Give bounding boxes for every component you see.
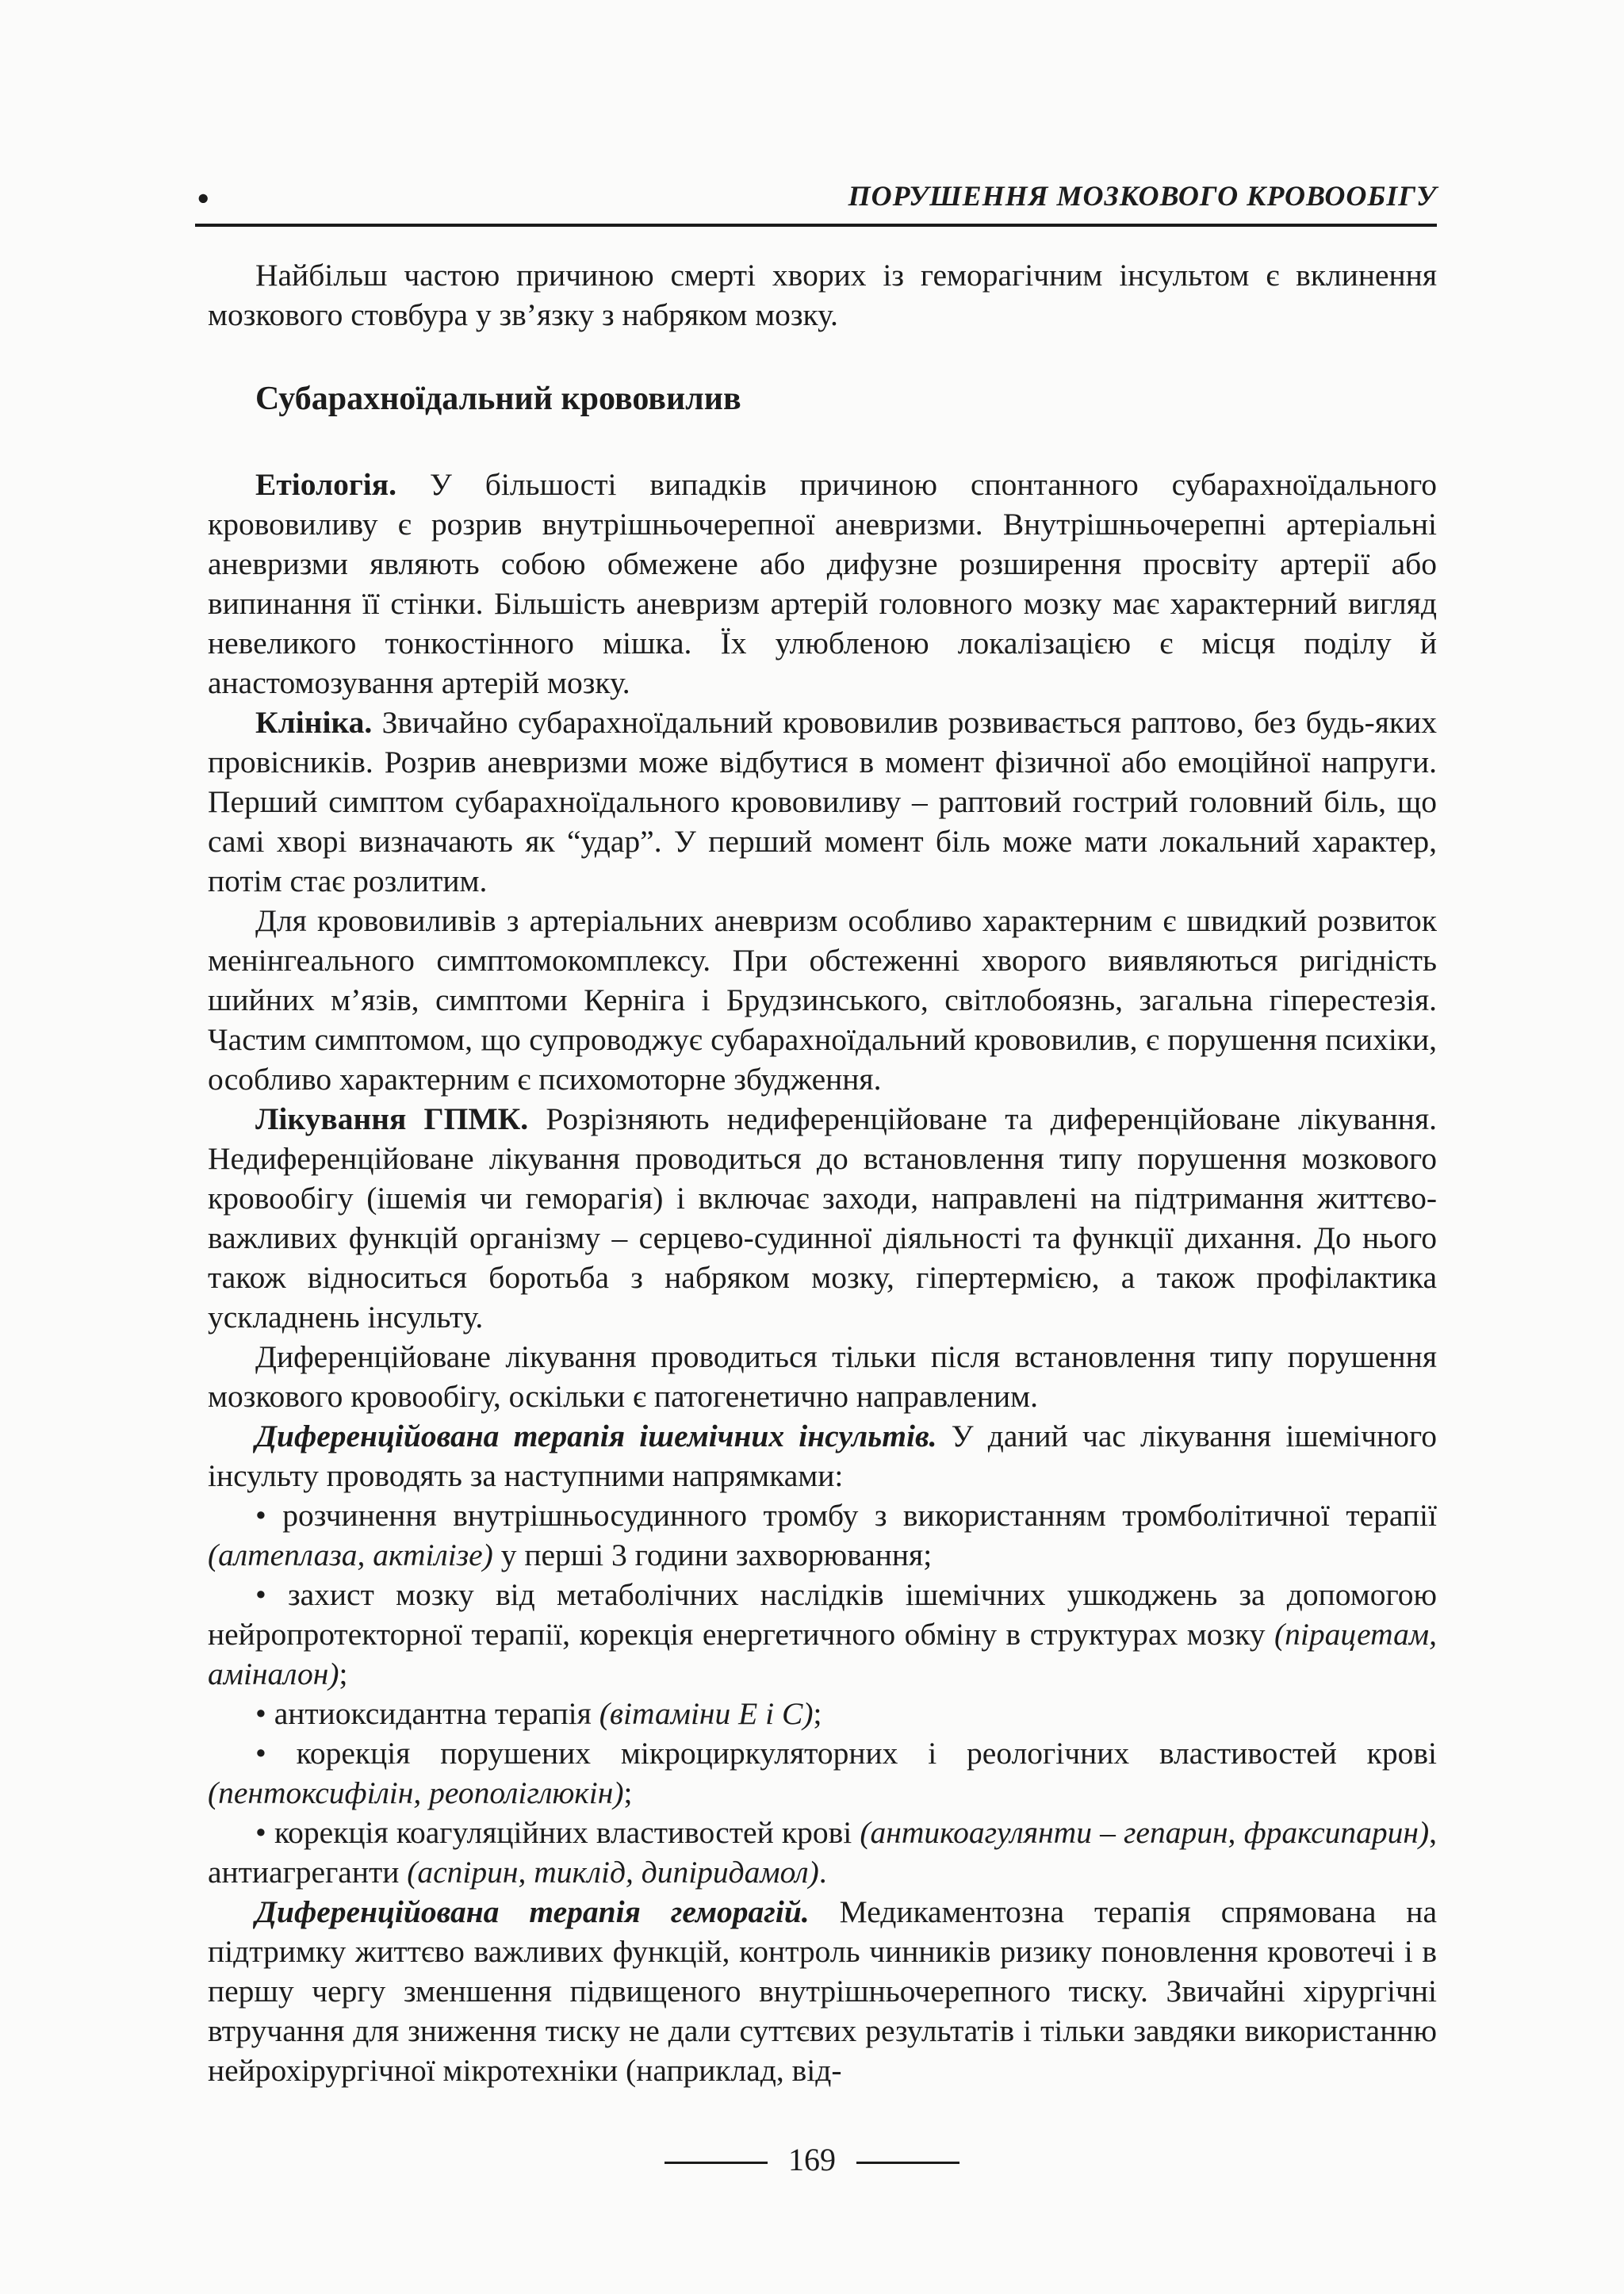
list-item bbox=[208, 1575, 1437, 1694]
bullet2-text: • захист мозку від метаболічних наслідків ішемічних ушкоджень за допомогою нейропротекторної терапії, корекція енергетичного обміну в структурах мозку bbox=[208, 1577, 1437, 1652]
treatment-text: Розрізняють недиференційоване та диференційоване лікування. Недиференційоване лікування проводиться до встановлення типу порушення мозкового кровообігу (ішемія чи геморагія) і включає заходи, направлені на підтримання життєво-важливих функцій організму – серцево-судинної діяльності та функції дихання. До нього також відноситься боротьба з набряком мозку, гіпертермією, а також профілактика ускладнень інсульту. bbox=[208, 1101, 1437, 1335]
treatment-lead: Лікування ГПМК. bbox=[255, 1101, 529, 1136]
arterial-aneurysm-paragraph: Для крововиливів з артеріальних аневризм особливо характерним є швидкий розвиток менінгеального симптомокомплексу. При обстеженні хворого виявляються ригідність шийних м’язів, симптоми Керніга і Брудзинського, світлобоязнь, загальна гіперестезія. Частим симптомом, що супроводжує субарахноїдальний крововилив, є порушення психіки, особливо характерним є психомоторне збудження. bbox=[208, 903, 1437, 1097]
bullet5-tail: . bbox=[818, 1855, 827, 1890]
clinic-lead: Клініка. bbox=[255, 705, 373, 740]
page-number: 169 bbox=[788, 2142, 836, 2177]
differentiated-paragraph: Диференційоване лікування проводиться тільки після встановлення типу порушення мозкового кровообігу, оскільки є патогенетично направленим. bbox=[208, 1339, 1437, 1414]
footer-rule-right bbox=[856, 2162, 959, 2164]
bullet1-drugs: (алтеплаза, актілізе) bbox=[208, 1538, 493, 1572]
hemorrhage-text: Медикаментозна терапія спрямована на підтримку життєво важливих функцій, контроль чинників ризику поновлення кровотечі і в першу чергу зменшення підвищеного внутрішньочерепного тиску. Звичайні хірургічні втручання для зниження тиску не дали суттєвих результатів і тільки завдяки використанню нейрохірургічної мікротехніки (наприклад, від- bbox=[208, 1894, 1437, 2088]
bullet1-text: • розчинення внутрішньосудинного тромбу з використанням тромболітичної терапії bbox=[255, 1498, 1437, 1533]
list-item bbox=[208, 1733, 1437, 1813]
etiology-paragraph bbox=[208, 465, 1437, 703]
list-item bbox=[208, 1813, 1437, 1892]
bullet5-drugs: (антикоагулянти – гепарин, фраксипарин) bbox=[860, 1815, 1430, 1850]
clinic-text: Звичайно субарахноїдальний крововилив розвивається раптово, без будь-яких провісників. Розрив аневризми може відбутися в момент фізичної або емоційної напруги. Перший симптом субарахноїдального крововиливу – раптовий гострий головний біль, що самі хворі визначають як “удар”. У перший момент біль може мати локальний характер, потім стає розлитим. bbox=[208, 705, 1437, 898]
ischemic-paragraph bbox=[208, 1416, 1437, 1496]
list-item bbox=[208, 1694, 1437, 1733]
bullet5-mid: , антиагреганти bbox=[208, 1815, 1438, 1890]
footer-rule-left bbox=[665, 2162, 768, 2164]
bullet3-tail: ; bbox=[813, 1696, 822, 1731]
running-title: ПОРУШЕННЯ МОЗКОВОГО КРОВООБІГУ bbox=[848, 180, 1437, 212]
list-item bbox=[208, 1496, 1437, 1575]
running-header bbox=[195, 176, 1437, 227]
bullet4-text: • корекція порушених мікроциркуляторних і реологічних властивостей крові bbox=[255, 1736, 1437, 1771]
hemorrhage-paragraph bbox=[208, 1892, 1437, 2090]
bullet4-tail: ; bbox=[623, 1775, 633, 1810]
page-footer bbox=[0, 2141, 1624, 2178]
ischemic-text: У даний час лікування ішемічного інсульту проводять за наступними напрямками: bbox=[208, 1419, 1437, 1493]
bullet3-text: • антиоксидантна терапія bbox=[255, 1696, 599, 1731]
bullet3-drugs: (вітаміни Е і С) bbox=[599, 1696, 814, 1731]
bullet5-drugs-2: (аспірин, тиклід, дипіридамол) bbox=[407, 1855, 819, 1890]
treatment-paragraph bbox=[208, 1099, 1437, 1337]
ischemic-lead: Диференційована терапія ішемічних інсультів. bbox=[255, 1419, 937, 1453]
clinic-paragraph bbox=[208, 703, 1437, 901]
bullet2-drugs: (пірацетам, аміналон) bbox=[208, 1617, 1437, 1691]
section-heading: Субарахноїдальний крововилив bbox=[255, 381, 741, 417]
page-body bbox=[208, 255, 1437, 2090]
intro-paragraph: Найбільш частою причиною смерті хворих із геморагічним інсультом є вклинення мозкового стовбура у зв’язку з набряком мозку. bbox=[208, 258, 1437, 332]
bullet1-tail: у перші 3 години захворювання; bbox=[492, 1538, 933, 1572]
bullet5-text: • корекція коагуляційних властивостей крові bbox=[255, 1815, 860, 1850]
bullet4-drugs: (пентоксифілін, реополіглюкін) bbox=[208, 1775, 624, 1810]
etiology-lead: Етіологія. bbox=[255, 467, 397, 502]
header-bullet: • bbox=[195, 184, 212, 214]
hemorrhage-lead: Диференційована терапія геморагій. bbox=[255, 1894, 810, 1929]
bullet2-tail: ; bbox=[339, 1656, 348, 1691]
etiology-text: У більшості випадків причиною спонтанного субарахноїдального крововиливу є розрив внутрішньочерепної аневризми. Внутрішньочерепні артеріальні аневризми являють собою обмежене або дифузне розширення просвіту артерії або випинання її стінки. Більшість аневризм артерій головного мозку має характерний вигляд невеликого тонкостінного мішка. Їх улюбленою локалізацією є місця поділу й анастомозування артерій мозку. bbox=[208, 467, 1437, 700]
